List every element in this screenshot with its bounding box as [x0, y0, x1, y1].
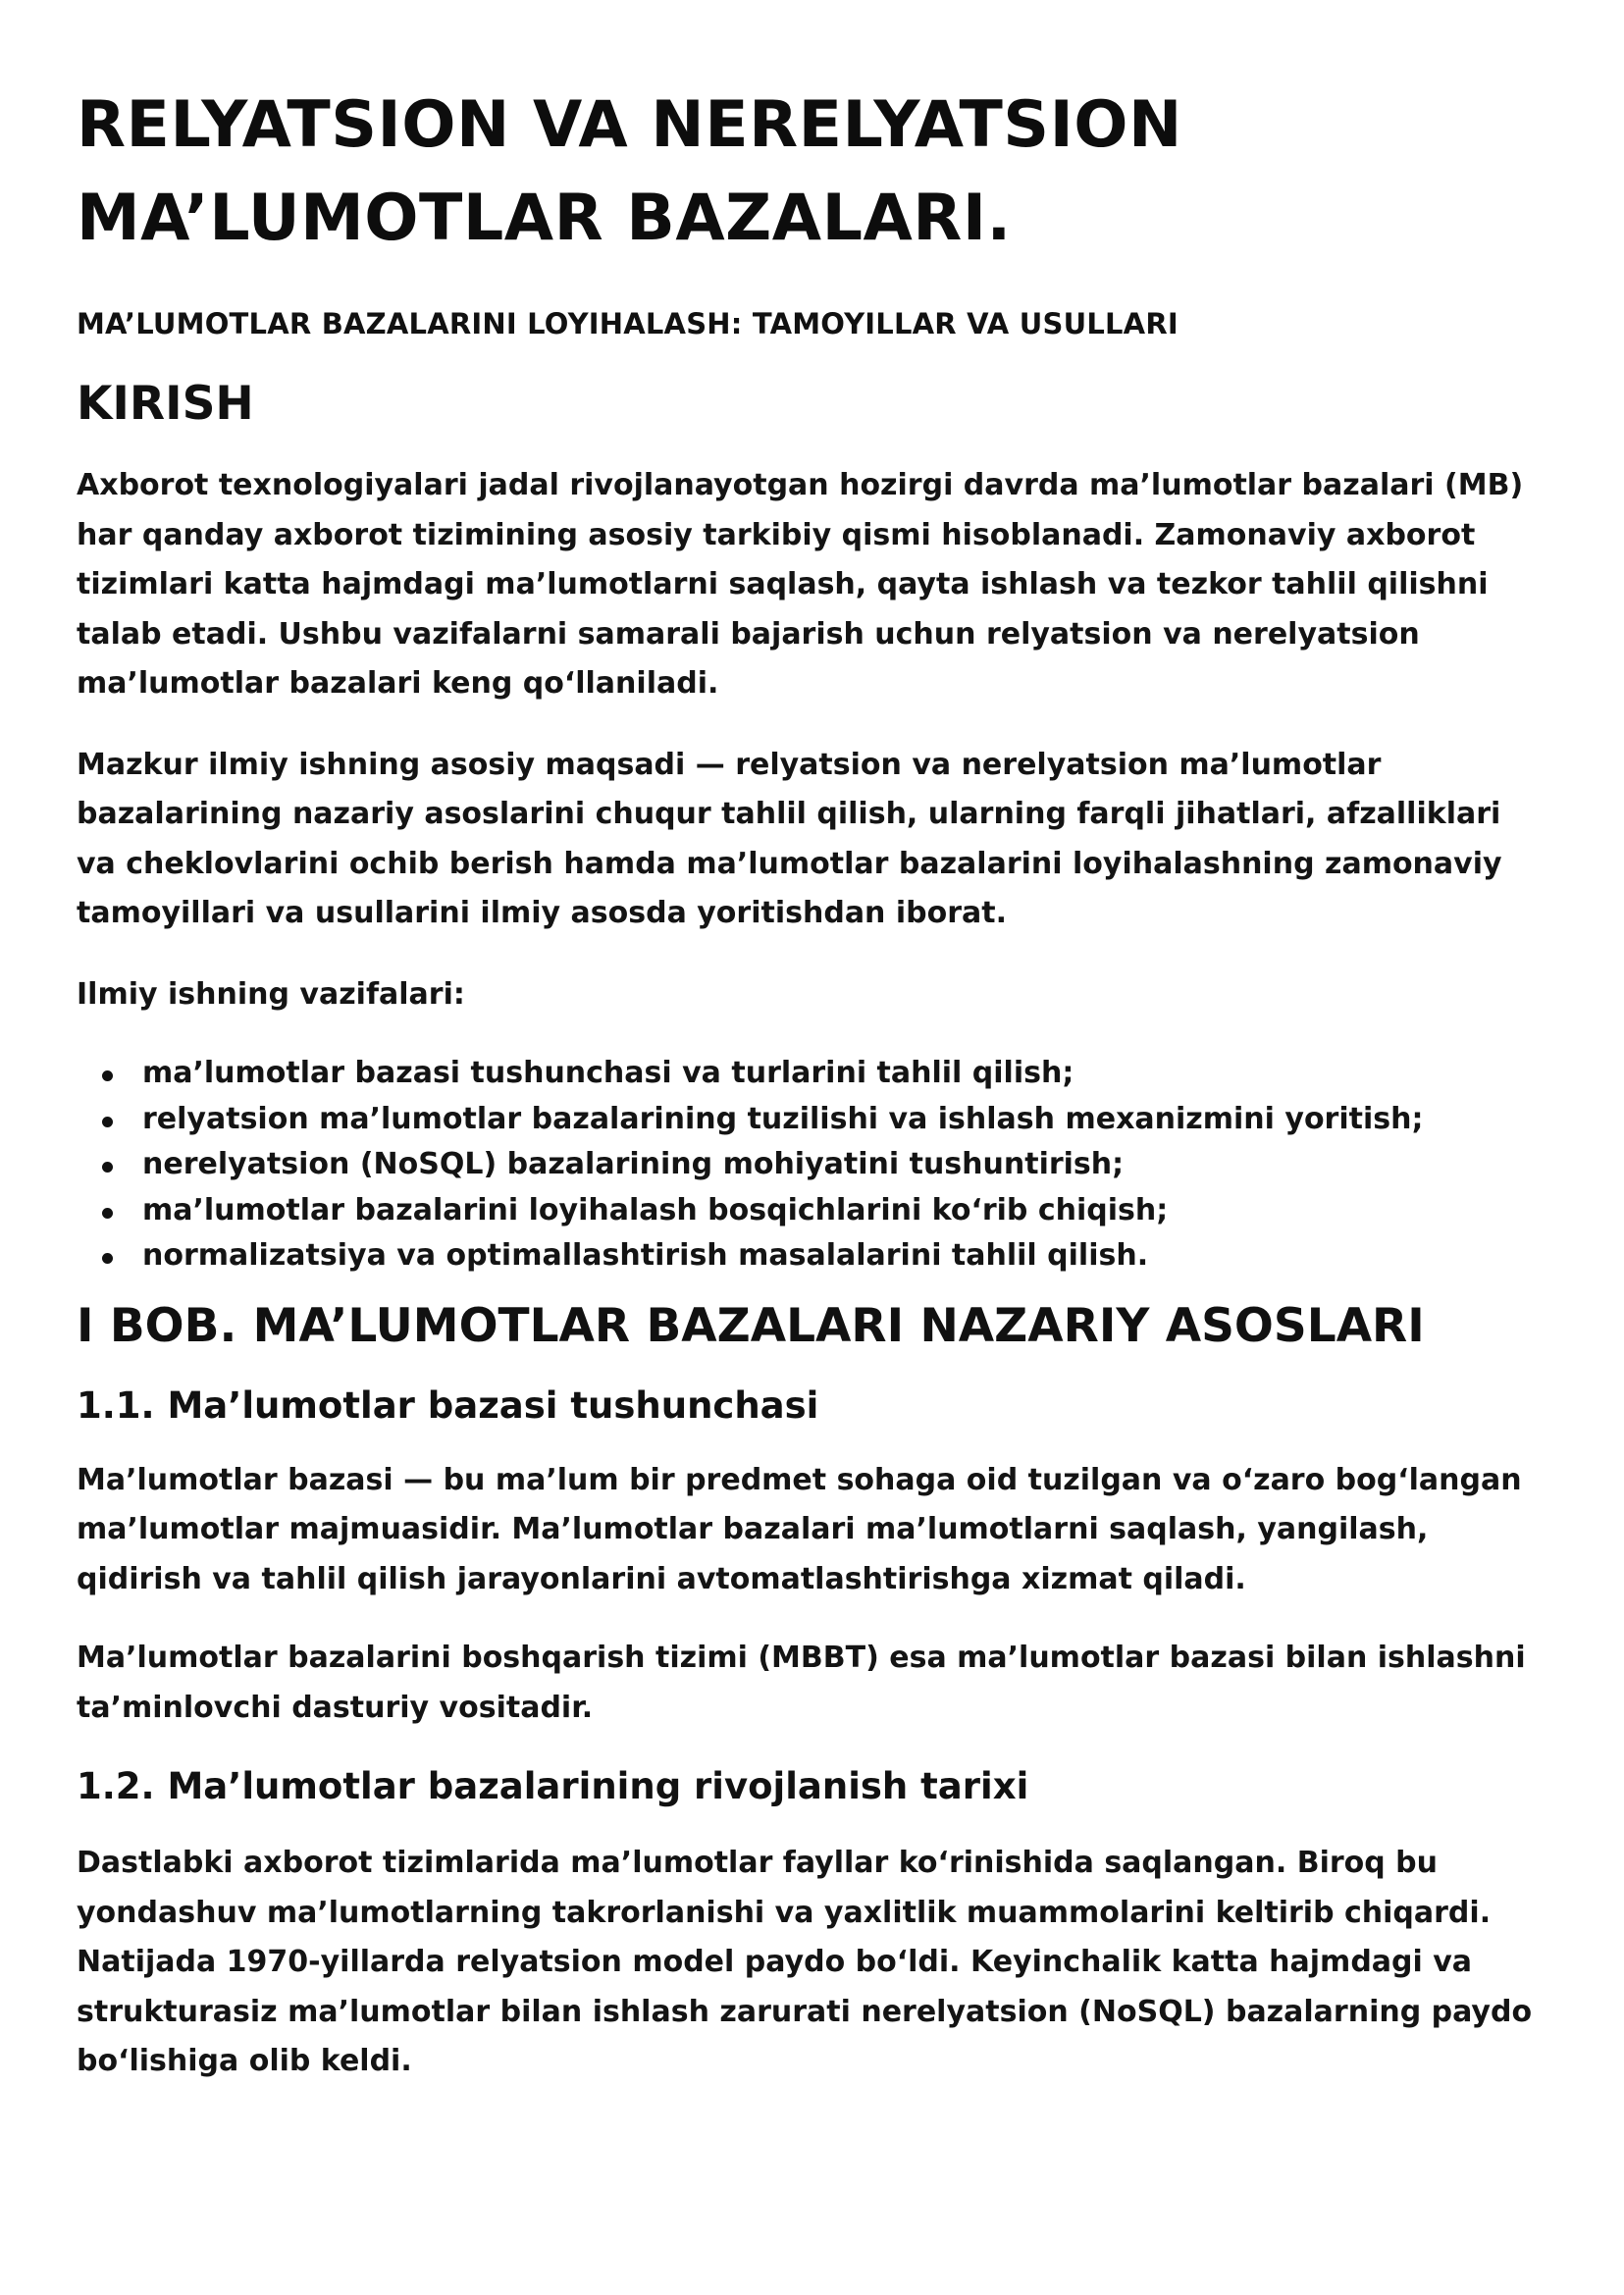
list-item: normalizatsiya va optimallashtirish masalalarini tahlil qilish.: [77, 1233, 1547, 1279]
list-item: nerelyatsion (NoSQL) bazalarining mohiyatini tushuntirish;: [77, 1142, 1547, 1188]
list-item: ma’lumotlar bazasi tushunchasi va turlarini tahlil qilish;: [77, 1051, 1547, 1097]
section-1-2-heading: 1.2. Ma’lumotlar bazalarining rivojlanish tarixi: [77, 1765, 1029, 1807]
list-item: ma’lumotlar bazalarini loyihalash bosqichlarini ko‘rib chiqish;: [77, 1188, 1547, 1234]
intro-paragraph-2: Mazkur ilmiy ishning asosiy maqsadi — relyatsion va nerelyatsion ma’lumotlar bazalarining nazariy asoslarini chuqur tahlil qilish, ularning farqli jihatlari, afzalliklari va cheklovlarini ochib berish hamda ma’lumotlar bazalarini loyihalashning zamonaviy tamoyillari va usullarini ilmiy asosda yoritishdan iborat.: [77, 747, 1502, 930]
document-title: RELYATSION VA NERELYATSION MA’LUMOTLAR BAZALARI.: [77, 88, 1182, 255]
tasks-list: [77, 1051, 1547, 1279]
section-1-1-heading: 1.1. Ma’lumotlar bazasi tushunchasi: [77, 1383, 819, 1427]
section-1-1-paragraph-1: Ma’lumotlar bazasi — bu ma’lum bir predmet sohaga oid tuzilgan va o‘zaro bog‘langan ma’lumotlar majmuasidir. Ma’lumotlar bazalari ma’lumotlarni saqlash, yangilash, qidirish va tahlil qilish jarayonlarini avtomatlashtirishga xizmat qiladi.: [77, 1462, 1522, 1596]
chapter-1-heading: I BOB. MA’LUMOTLAR BAZALARI NAZARIY ASOSLARI: [77, 1298, 1425, 1353]
section-1-2-paragraph-1: Dastlabki axborot tizimlarida ma’lumotlar fayllar ko‘rinishida saqlangan. Biroq bu yondashuv ma’lumotlarning takrorlanishi va yaxlitlik muammolarini keltirib chiqardi. Natijada 1970-yillarda relyatsion model paydo bo‘ldi. Keyinchalik katta hajmdagi va strukturasiz ma’lumotlar bilan ishlash zarurati nerelyatsion (NoSQL) bazalarning paydo bo‘lishiga olib keldi.: [77, 1846, 1533, 2078]
section-1-1-paragraph-2: Ma’lumotlar bazalarini boshqarish tizimi (MBBT) esa ma’lumotlar bazasi bilan ishlashni ta’minlovchi dasturiy vositadir.: [77, 1641, 1526, 1725]
document-subtitle: MA’LUMOTLAR BAZALARINI LOYIHALASH: TAMOYILLAR VA USULLARI: [77, 307, 1179, 340]
tasks-label: Ilmiy ishning vazifalari:: [77, 976, 465, 1012]
intro-heading: KIRISH: [77, 377, 254, 431]
intro-paragraph-1: Axborot texnologiyalari jadal rivojlanayotgan hozirgi davrda ma’lumotlar bazalari (MB) har qanday axborot tizimining asosiy tarkibiy qismi hisoblanadi. Zamonaviy axborot tizimlari katta hajmdagi ma’lumotlarni saqlash, qayta ishlash va tezkor tahlil qilishni talab etadi. Ushbu vazifalarni samarali bajarish uchun relyatsion va nerelyatsion ma’lumotlar bazalari keng qo‘llaniladi.: [77, 468, 1524, 701]
list-item: relyatsion ma’lumotlar bazalarining tuzilishi va ishlash mexanizmini yoritish;: [77, 1097, 1547, 1143]
